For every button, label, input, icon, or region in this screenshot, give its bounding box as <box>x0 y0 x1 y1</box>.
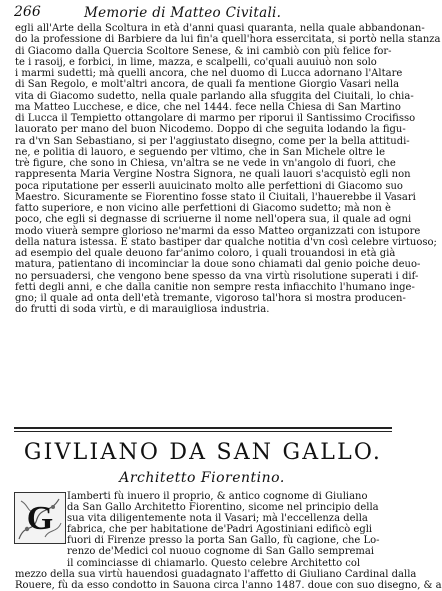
text-line: Maestro. Sicuramente se Fiorentino fosse stato il Ciuitali, l'hauerebbe il Vasari <box>15 191 416 203</box>
page-header <box>14 4 394 22</box>
text-line: ne, e politia di lauoro, e seguendo per vltimo, che in San Michele oltre le <box>15 146 386 158</box>
text-line: te i rasoij, e forbici, in lime, mazza, e scalpelli, co'quali auuiuò non solo <box>15 56 377 68</box>
paragraph <box>15 491 442 591</box>
running-title: Memorie di Matteo Civitali. <box>84 5 282 21</box>
text-line: matura, patientano di incominciar la doue sono chiamati dal genio poiche deuo- <box>15 259 421 271</box>
text-line: no persuadersi, che vengono bene spesso da vna virtù risolutione superati i dif- <box>15 270 419 282</box>
text-line: Iamberti fù inuero il proprio, & antico cognome di Giuliano <box>67 491 368 502</box>
text-line: vita di Giacomo sudetto, nella quale parlando alla sfuggita del Ciuitali, lo chia- <box>15 90 414 102</box>
text-line: di Giacomo dalla Quercia Scoltore Senese, & ini cambiò con più felice for- <box>15 45 392 57</box>
text-line: i marmi sudetti; mà quelli ancora, che nel duomo di Lucca adornano l'Altare <box>15 68 403 79</box>
section-divider-thin <box>14 431 392 432</box>
text-line: lauorato per mano del buon Nicodemo. Doppo di che seguita lodando la figu- <box>15 124 406 136</box>
initial-letter: G <box>26 500 54 537</box>
section-title: GIVLIANO DA SAN GALLO. <box>23 440 383 465</box>
text-line: da San Gallo Architetto Fiorentino, sicome nel principio della <box>67 502 379 514</box>
text-line: fabrica, che per habitatione de'Padri Agostiniani edificò egli <box>67 524 373 536</box>
text-line: Rouere, fù da esso condotto in Sauona circa l'anno 1487. doue con suo disegno, & a <box>15 579 442 591</box>
section-divider <box>14 427 392 429</box>
text-line: renzo de'Medici col nuouo cognome di San Gallo sempremai <box>67 546 375 558</box>
text-line: di Lucca il Tempietto ottangolare di marmo per riporui il Santissimo Crocifisso <box>15 113 416 124</box>
text-line: do frutti di soda virtù, e di marauigliosa industria. <box>15 304 270 316</box>
text-line: rappresenta Maria Vergine Nostra Signora, ne quali lauori s'acquistò egli non <box>15 169 411 181</box>
text-line: di San Regolo, e molt'altri ancora, de quali fa mentione Giorgio Vasari nella <box>15 79 400 91</box>
text-line: trè figure, che sono in Chiesa, vn'altra se ne vede in vn'angolo di fuori, che <box>15 158 396 169</box>
page-number: 266 <box>14 4 41 20</box>
text-line: poca riputatione per esserli auuicinato molto alle perfettioni di Giacomo suo <box>15 180 403 192</box>
text-line: gno; il quale ad onta dell'età tremante, vigoroso tal'hora si mostra producen- <box>15 293 406 304</box>
section-subtitle: Architetto Fiorentino. <box>119 470 285 486</box>
text-line: fetti degli anni, e che dalla canitie non sempre resta infiacchito l'humano inge- <box>15 281 415 293</box>
text-line: ra d'vn San Sebastiano, si per l'aggiustato disegno, come per la bella attitudi- <box>15 135 410 147</box>
text-line: egli all'Arte della Scoltura in età d'anni quasi quaranta, nella quale abbandonan- <box>15 23 425 34</box>
text-line: do la professione di Barbiere da lui fin'a quell'hora essercitata, si portò nella stanza <box>15 34 441 46</box>
text-line: il cominciasse di chiamarlo. Questo celebre Architetto col <box>67 557 361 569</box>
text-line: fatto superiore, e non vicino alle perfettioni di Giacomo sudetto; mà non è <box>15 203 391 214</box>
text-line: ma Matteo Lucchese, e dice, che nel 1444. fece nella Chiesa di San Martino <box>15 101 401 113</box>
text-line: poco, che egli si degnasse di scriuerne il nome nell'opera sua, il quale ad ogni <box>15 214 412 226</box>
body-text <box>15 23 441 316</box>
text-line: ad esempio del quale deuono far'animo coloro, i quali trouandosi in età già <box>15 248 396 259</box>
text-line: della natura istessa. E stato bastiper dar qualche notitia d'vn così celebre virtuoso; <box>15 236 437 248</box>
text-line: sua vita diligentemente nota il Vasari; mà l'eccellenza della <box>67 513 368 525</box>
text-line: modo viuerà sempre glorioso ne'marmi da esso Matteo organizzati con istupore <box>15 225 421 237</box>
text-line: mezzo della sua virtù hauendosi guadagnato l'affetto di Giuliano Cardinal dalla <box>15 568 417 580</box>
text-line: fuori di Firenze presso la porta San Gallo, fù cagione, che Lo- <box>67 535 380 547</box>
